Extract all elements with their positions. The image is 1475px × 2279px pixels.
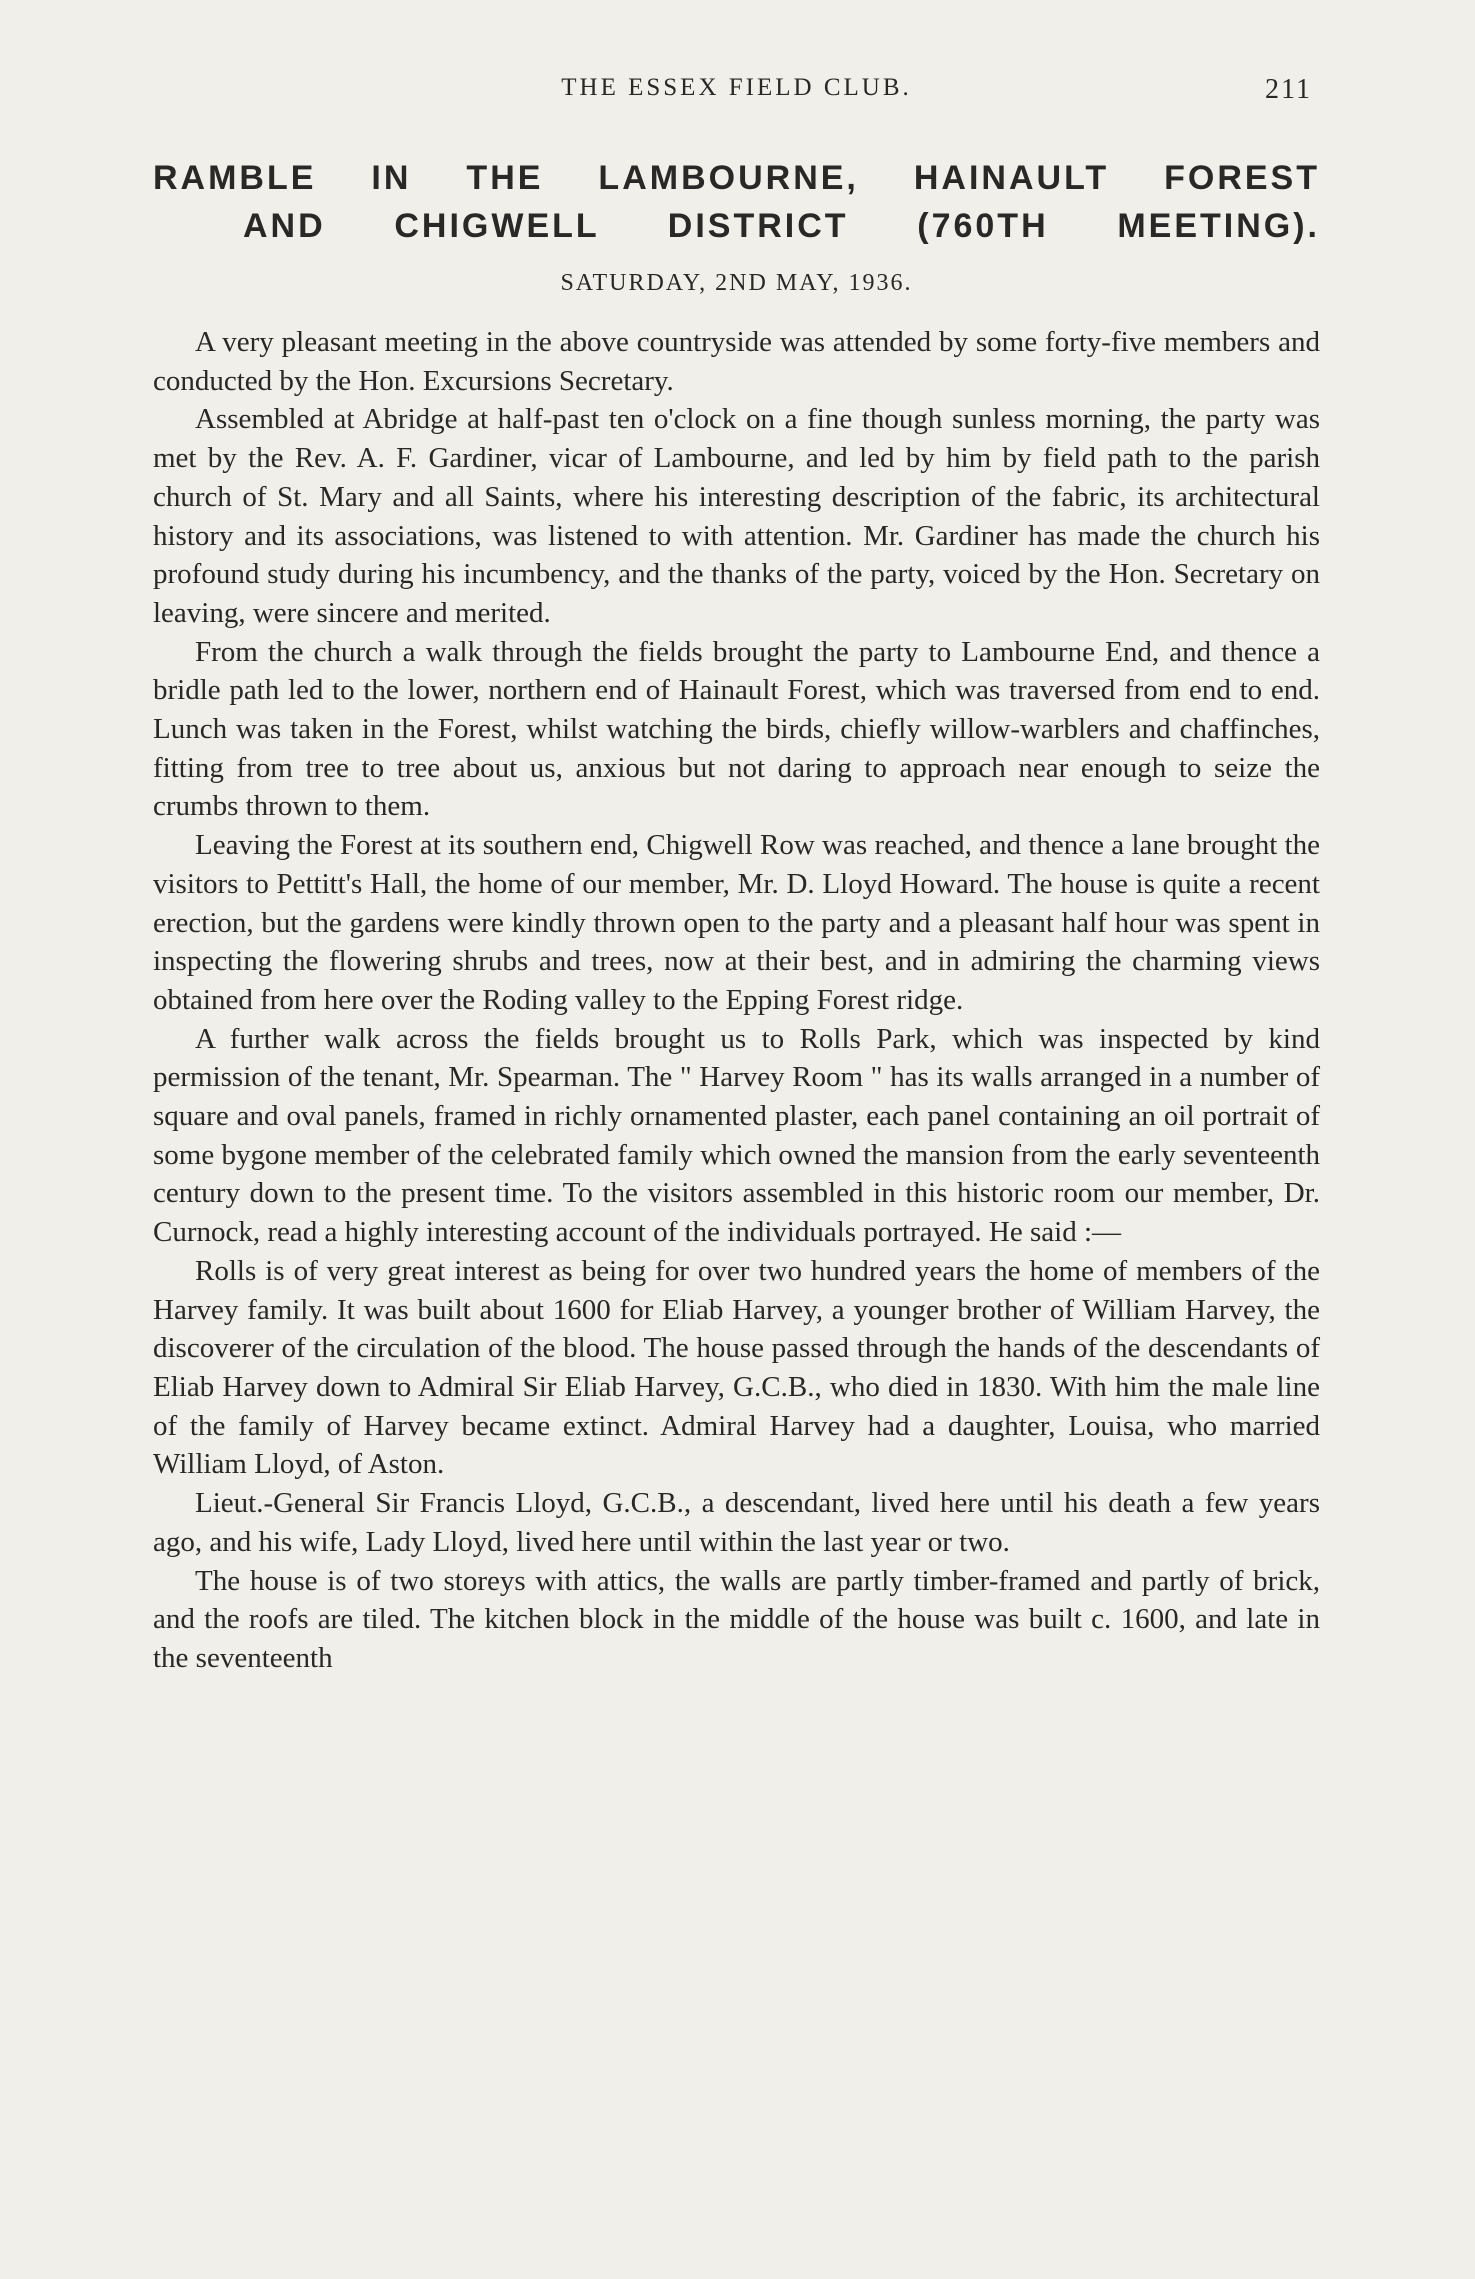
paragraph: The house is of two storeys with attics, the walls are partly timber-framed and partly of brick, and the roofs are tiled. The kitchen block in the middle of the house was built c. 1600, and late in the seventeenth	[153, 1564, 1320, 1674]
article-title-line-1: RAMBLE IN THE LAMBOURNE, HAINAULT FOREST	[153, 159, 1320, 197]
running-header	[153, 66, 1320, 116]
article-body	[153, 323, 1320, 1678]
article-title	[153, 154, 1320, 250]
paragraph: Rolls is of very great interest as being for over two hundred years the home of members of the Harvey family. It was built about 1600 for Eliab Harvey, a younger brother of William Harvey, the discoverer of the circulation of the blood. The house passed through the hands of the descendants of Eliab Harvey down to Admiral Sir Eliab Harvey, G.C.B., who died in 1830. With him the male line of the family of Harvey became extinct. Admiral Harvey had a daughter, Louisa, who married William Lloyd, of Aston.	[153, 1254, 1320, 1481]
paragraph: Assembled at Abridge at half-past ten o'clock on a fine though sunless morning, the party was met by the Rev. A. F. Gardiner, vicar of Lambourne, and led by him by field path to the parish church of St. Mary and all Saints, where his interesting description of the fabric, its architectural history and its associations, was listened to with attention. Mr. Gardiner has made the church his profound study during his incumbency, and the thanks of the party, voiced by the Hon. Secretary on leaving, were sincere and merited.	[153, 403, 1320, 629]
paragraph: A further walk across the fields brought us to Rolls Park, which was inspected by kind permission of the tenant, Mr. Spearman. The " Harvey Room " has its walls arranged in a number of square and oval panels, framed in richly ornamented plaster, each panel containing an oil portrait of some bygone member of the celebrated family which owned the mansion from the early seventeenth century down to the present time. To the visitors assembled in this historic room our member, Dr. Curnock, read a highly interesting account of the individuals portrayed. He said :—	[153, 1022, 1320, 1249]
paragraph: A very pleasant meeting in the above countryside was attended by some forty-five members and conducted by the Hon. Excursions Secretary.	[153, 326, 1320, 397]
meeting-date: SATURDAY, 2ND MAY, 1936.	[560, 270, 913, 296]
document-page	[0, 66, 1475, 2279]
page-number: 211	[1265, 74, 1312, 105]
paragraph: Leaving the Forest at its southern end, Chigwell Row was reached, and thence a lane brought the visitors to Pettitt's Hall, the home of our member, Mr. D. Lloyd Howard. The house is quite a recent erection, but the gardens were kindly thrown open to the party and a pleasant half hour was spent in inspecting the flowering shrubs and trees, now at their best, and in admiring the charming views obtained from here over the Roding valley to the Epping Forest ridge.	[153, 829, 1320, 1016]
paragraph: From the church a walk through the fields brought the party to Lambourne End, and thence a bridle path led to the lower, northern end of Hainault Forest, which was traversed from end to end. Lunch was taken in the Forest, whilst watching the birds, chiefly willow-warblers and chaffinches, fitting from tree to tree about us, anxious but not daring to approach near enough to seize the crumbs thrown to them.	[153, 635, 1320, 823]
running-title: THE ESSEX FIELD CLUB.	[561, 74, 912, 101]
article-title-line-2: AND CHIGWELL DISTRICT (760TH MEETING).	[243, 207, 1320, 245]
paragraph: Lieut.-General Sir Francis Lloyd, G.C.B., a descendant, lived here until his death a few years ago, and his wife, Lady Lloyd, lived here until within the last year or two.	[153, 1487, 1320, 1558]
